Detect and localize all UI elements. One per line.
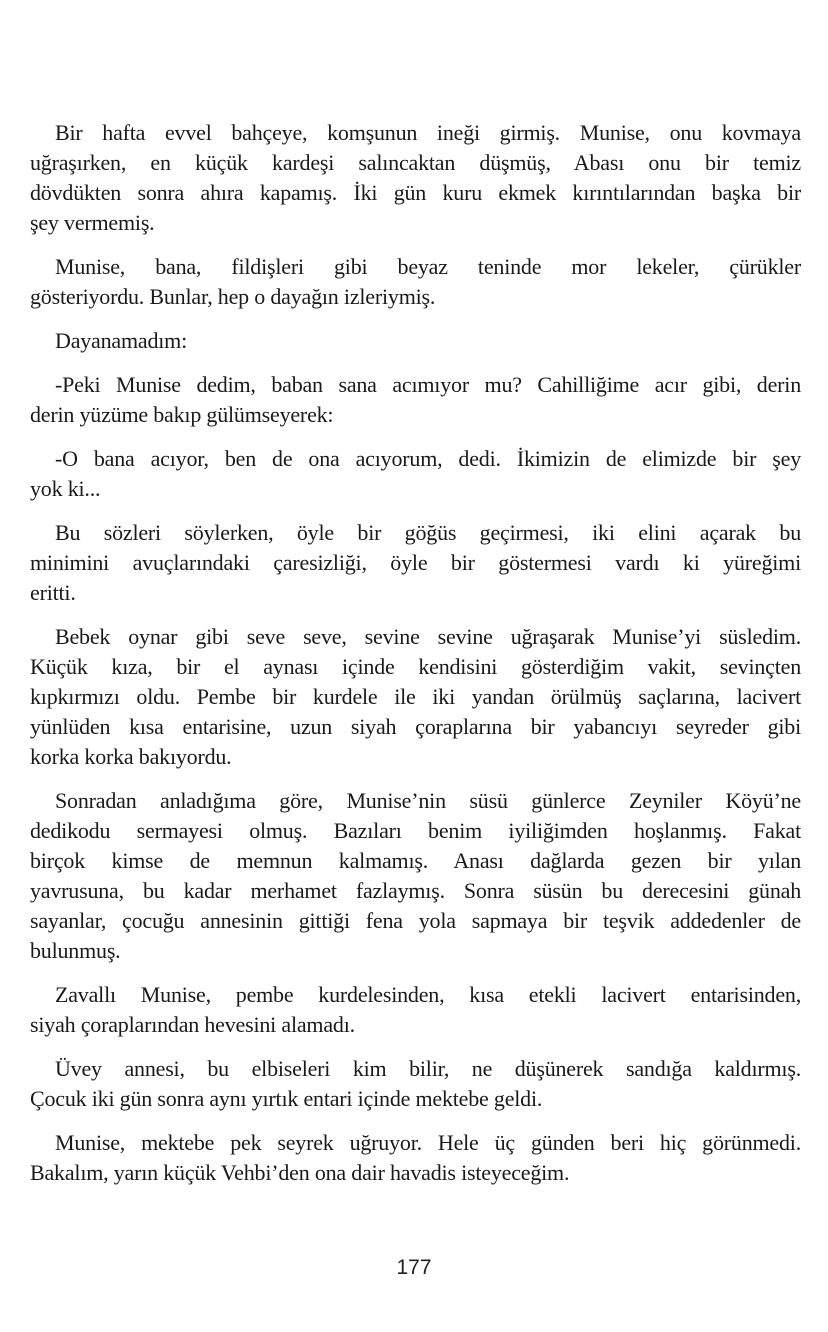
text-line: -Peki Munise dedim, baban sana acımıyor mu? Cahilliğime acır gibi, derin <box>55 372 801 397</box>
text-line: Üvey annesi, bu elbiseleri kim bilir, ne düşünerek sandığa kaldırmış. <box>55 1056 801 1081</box>
paragraph <box>30 1128 801 1188</box>
text-line: şey vermemiş. <box>30 210 155 235</box>
paragraph <box>30 1054 801 1114</box>
text-line: dedikodu sermayesi olmuş. Bazıları benim iyiliğimden hoşlanmış. Fakat <box>30 818 801 843</box>
text-line: Bakalım, yarın küçük Vehbi’den ona dair havadis isteyeceğim. <box>30 1160 570 1185</box>
text-line: Bir hafta evvel bahçeye, komşunun ineği girmiş. Munise, onu kovmaya <box>55 120 801 145</box>
paragraph <box>30 326 801 356</box>
paragraph <box>30 622 801 772</box>
paragraph <box>30 444 801 504</box>
text-line: minimini avuçlarındaki çaresizliği, öyle bir göstermesi vardı ki yüreğimi <box>30 550 801 575</box>
text-line: dövdükten sonra ahıra kapamış. İki gün kuru ekmek kırıntılarından başka bir <box>30 180 801 205</box>
text-line: sayanlar, çocuğu annesinin gittiği fena yola sapmaya bir teşvik addedenler de <box>30 908 801 933</box>
page-number: 177 <box>396 1256 432 1279</box>
text-line: Çocuk iki gün sonra aynı yırtık entari içinde mektebe geldi. <box>30 1086 543 1111</box>
text-line: korka korka bakıyordu. <box>30 744 232 769</box>
text-line: derin yüzüme bakıp gülümseyerek: <box>30 402 334 427</box>
paragraph <box>30 980 801 1040</box>
paragraph <box>30 370 801 430</box>
text-line: gösteriyordu. Bunlar, hep o dayağın izleriymiş. <box>30 284 436 309</box>
text-line: Zavallı Munise, pembe kurdelesinden, kısa etekli lacivert entarisinden, <box>55 982 801 1007</box>
text-line: yavrusuna, bu kadar merhamet fazlaymış. Sonra süsün bu derecesini günah <box>30 878 801 903</box>
text-line: siyah çoraplarından hevesini alamadı. <box>30 1012 355 1037</box>
paragraph <box>30 118 801 238</box>
page-body <box>30 118 801 1202</box>
text-line: Munise, bana, fildişleri gibi beyaz teninde mor lekeler, çürükler <box>55 254 801 279</box>
text-line: -O bana acıyor, ben de ona acıyorum, dedi. İkimizin de elimizde bir şey <box>55 446 801 471</box>
text-line: Bebek oynar gibi seve seve, sevine sevine uğraşarak Munise’yi süsledim. <box>55 624 801 649</box>
text-line: yünlüden kısa entarisine, uzun siyah çoraplarına bir yabancıyı seyreder gibi <box>30 714 801 739</box>
paragraph <box>30 518 801 608</box>
text-line: uğraşırken, en küçük kardeşi salıncaktan düşmüş, Abası onu bir temiz <box>30 150 801 175</box>
text-line: eritti. <box>30 580 76 605</box>
text-line: Bu sözleri söylerken, öyle bir göğüs geçirmesi, iki elini açarak bu <box>55 520 801 545</box>
text-line: yok ki... <box>30 476 101 501</box>
text-line: Munise, mektebe pek seyrek uğruyor. Hele üç günden beri hiç görünmedi. <box>55 1130 801 1155</box>
paragraph <box>30 252 801 312</box>
text-line: birçok kimse de memnun kalmamış. Anası dağlarda gezen bir yılan <box>30 848 801 873</box>
paragraph <box>30 786 801 966</box>
text-line: Dayanamadım: <box>55 328 187 353</box>
text-line: Sonradan anladığıma göre, Munise’nin süsü günlerce Zeyniler Köyü’ne <box>55 788 801 813</box>
text-line: bulunmuş. <box>30 938 121 963</box>
text-line: Küçük kıza, bir el aynası içinde kendisini gösterdiğim vakit, sevinçten <box>30 654 801 679</box>
text-line: kıpkırmızı oldu. Pembe bir kurdele ile iki yandan örülmüş saçlarına, lacivert <box>30 684 801 709</box>
